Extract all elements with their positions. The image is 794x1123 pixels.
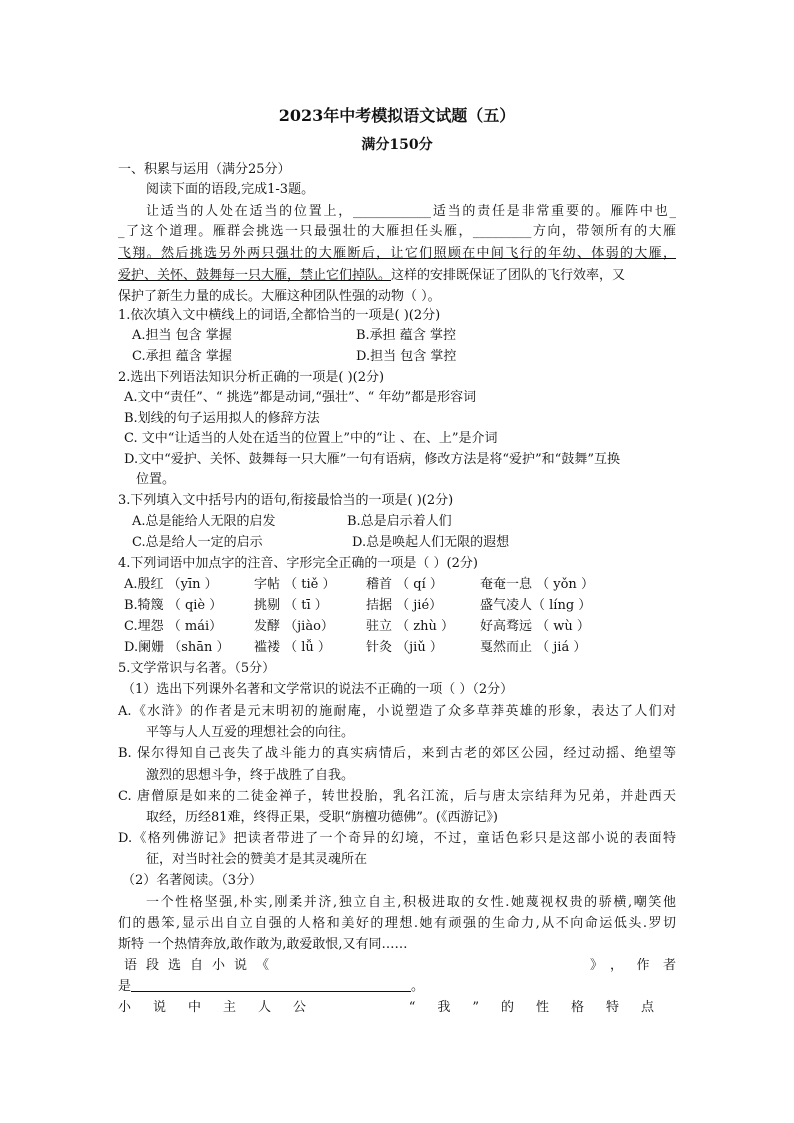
q4-row-b-col4: 盛气凌人（ líng ）	[480, 598, 592, 613]
page-subtitle: 满分150分	[361, 137, 433, 153]
q5-option-b-line2: 激烈的思想斗争，终于战胜了自我。	[146, 768, 355, 783]
q4-row-b-col1: B.犄篾 （ qiè ）	[124, 598, 223, 613]
q5-option-c-line2: 取经，历经81难，终得正果，受职“旃檀功德佛”。(《西游记》)	[146, 810, 498, 825]
q4-row-c-col2: 发酵 （jiào）	[254, 619, 334, 634]
fill-traits-line	[118, 998, 676, 1018]
passage-underlined-sentence: 爱护、关怀、鼓舞每一只大雁，禁止它们掉队。	[118, 268, 392, 283]
q4-row-b-col3: 拮据 （ jié）	[366, 598, 443, 613]
fill-traits-right: “我”的性格特点	[408, 1000, 676, 1015]
passage-line-5: 保护了新生力量的成长。大雁这种团队性强的动物（ ）。	[118, 289, 441, 304]
q5-stem: 5.文学常识与名著。（5分）	[118, 661, 276, 676]
passage-line-3-underlined: 飞翔。然后挑选另外两只强壮的大雁断后，让它们照顾在中间飞行的年幼、体弱的大雁，	[118, 246, 676, 261]
passage-line-2: _了这个道理。雁群会挑选一只最强壮的大雁担任头雁，_________方向，带领所有的大雁	[118, 224, 676, 239]
q4-row-c-col1: C.埋怨 （ mái）	[124, 619, 223, 634]
fill-novel-label: 语段选自小说《	[124, 958, 279, 973]
q2-option-c: C. 文中“让适当的人处在适当的位置上”中的“让 、在、上”是介词	[124, 431, 498, 446]
fill-author-line	[118, 977, 424, 997]
q1-stem: 1.依次填入文中横线上的词语,全都恰当的一项是( )(2分)	[118, 308, 441, 323]
q4-row-d-col4: 戛然而止 （ jiá ）	[480, 640, 587, 655]
passage-line-4-rest: 这样的安排既保证了团队的飞行效率，又	[391, 268, 626, 283]
page-title: 2023年中考模拟语文试题（五）	[278, 106, 516, 125]
section-heading: 一、积累与运用（满分25分）	[118, 162, 291, 177]
q1-option-c: C.承担 蕴含 掌握	[132, 349, 232, 364]
q1-option-d: D.担当 包含 掌控	[356, 349, 457, 364]
q2-stem: 2.选出下列语法知识分析正确的一项是( )(2分)	[118, 370, 385, 385]
passage-line-1: 让适当的人处在适当的位置上，____________适当的责任是非常重要的。雁阵中也_	[146, 204, 676, 219]
author-answer-blank[interactable]	[131, 977, 411, 992]
q5-option-c-line1: C. 唐僧原是如来的二徒金禅子，转世投胎，乳名江流，后与唐太宗结拜为兄弟，并赴西天	[118, 789, 676, 804]
excerpt-line-2: 们的愚笨,显示出自立自强的人格和美好的理想.她有顽强的生命力,从不向命运低头.罗切	[118, 916, 676, 931]
q4-row-a-col1: A.殷红 （yīn ）	[124, 577, 218, 592]
excerpt-line-3: 斯特 一个热情奔放,敢作敢为,敢爱敢恨,又有同……	[118, 937, 408, 952]
q4-row-c-col3: 驻立 （ zhù ）	[366, 619, 454, 634]
excerpt-line-1: 一个性格坚强,朴实,刚柔并济,独立自主,积极进取的女性.她蔑视权贵的骄横,嘲笑他	[146, 895, 676, 910]
q4-row-d-col3: 针灸 （jiǔ ）	[366, 640, 443, 655]
passage-line-4	[118, 266, 625, 286]
q4-row-d-col2: 褴褛 （ lǚ ）	[254, 640, 331, 655]
q5-sub1: （1）选出下列课外名著和文学常识的说法不正确的一项（ ）（2分）	[122, 682, 514, 697]
q3-option-c: C.总是给人一定的启示	[132, 535, 263, 550]
q4-row-a-col4: 奄奄一息 （ yǒn ）	[480, 577, 594, 592]
q4-row-c-col4: 好高骛远 （ wù ）	[480, 619, 590, 634]
q2-option-b: B.划线的句子运用拟人的修辞方法	[124, 411, 320, 426]
fill-traits-left: 小说中主人公	[118, 1000, 329, 1015]
q5-option-b-line1: B. 保尔得知自己丧失了战斗能力的真实病情后，来到古老的郊区公园，经过动摇、绝望等	[118, 746, 676, 761]
q5-option-a-line2: 平等与人人互爱的理想社会的向往。	[146, 725, 355, 740]
q5-option-a-line1: A.《水浒》的作者是元末明初的施耐庵，小说塑造了众多草莽英雄的形象，表达了人们对	[118, 704, 676, 719]
q2-option-d-line1: D.文中“爱护、关怀、鼓舞每一只大雁”一句有语病，修改方法是将“爱护”和“鼓舞”互换	[124, 452, 620, 467]
q1-option-a: A.担当 包含 掌握	[132, 328, 232, 343]
q5-option-d-line2: 征，对当时社会的赞美才是其灵魂所在	[146, 852, 368, 867]
fill-author-prefix: 是	[118, 979, 132, 994]
q4-row-a-col2: 字帖 （ tiě ）	[254, 577, 336, 592]
q2-option-a: A.文中“责任”、“ 挑选”都是动词,“强壮”、“ 年幼”都是形容词	[124, 390, 477, 405]
q3-stem: 3.下列填入文中括号内的语句,衔接最恰当的一项是( )(2分)	[118, 493, 454, 508]
q4-row-a-col3: 稽首 （ qí ）	[366, 577, 443, 592]
fill-author-suffix: 。	[411, 979, 425, 994]
instruction: 阅读下面的语段,完成1-3题。	[146, 182, 315, 197]
q4-row-b-col2: 挑剔 （ tī ）	[254, 598, 328, 613]
q3-option-b: B.总是启示着人们	[347, 514, 452, 529]
q2-option-d-line2: 位置。	[136, 472, 176, 487]
q5-sub2: （2）名著阅读。（3分）	[122, 873, 263, 888]
q4-row-d-col1: D.阑姗 （shān ）	[124, 640, 230, 655]
q3-option-a: A.总是能给人无限的启发	[132, 514, 276, 529]
q1-option-b: B.承担 蕴含 掌控	[356, 328, 456, 343]
q3-option-d: D.总是唤起人们无限的遐想	[352, 535, 510, 550]
q4-stem: 4.下列词语中加点字的注音、字形完全正确的一项是（ ）(2分)	[118, 556, 478, 571]
fill-author-label: 》，作者	[590, 958, 676, 973]
q5-option-d-line1: D.《格列佛游记》把读者带进了一个奇异的幻境，不过，童话色彩只是这部小说的表面特	[118, 831, 676, 846]
